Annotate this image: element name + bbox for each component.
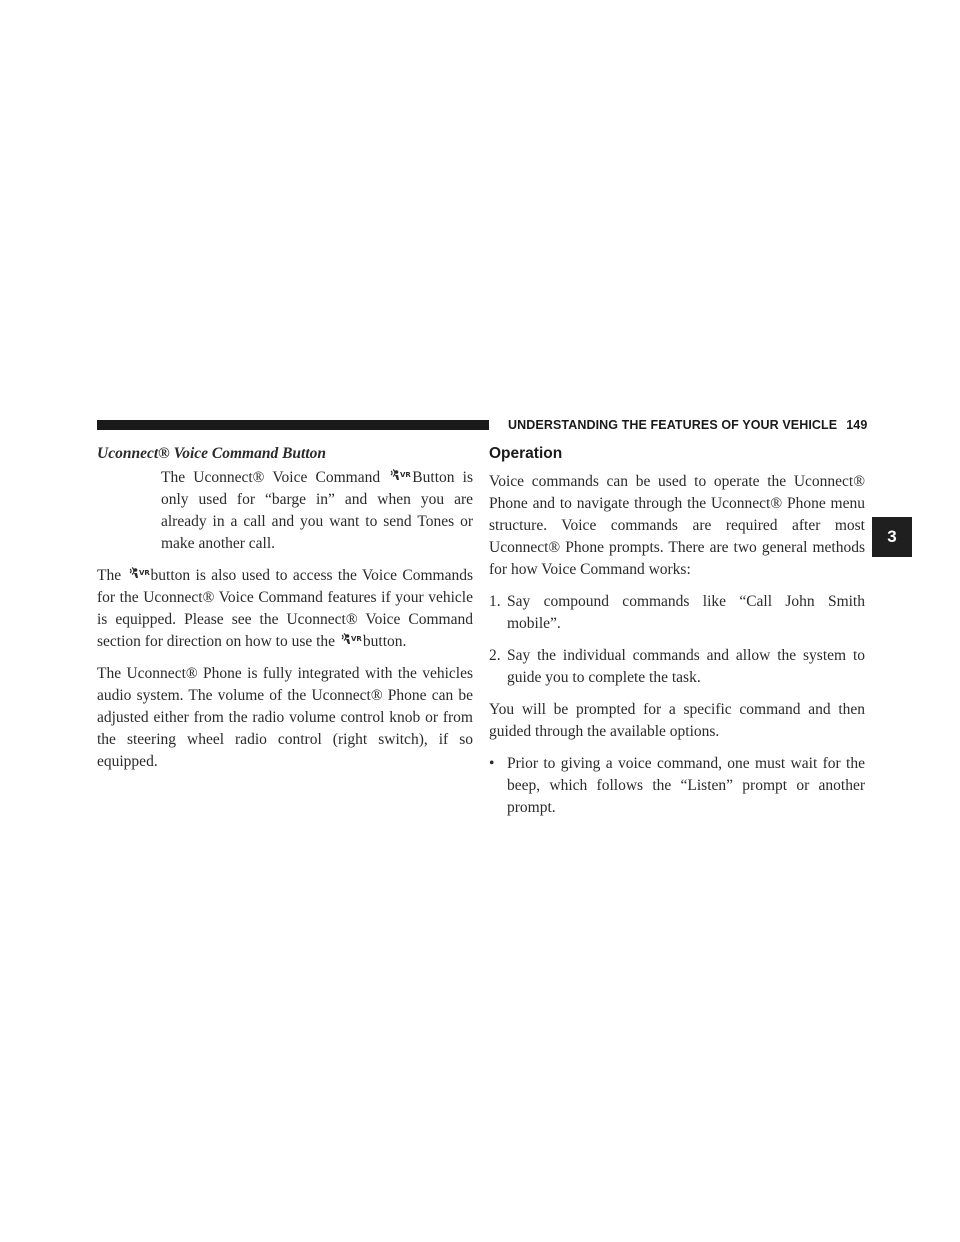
page-number: 149	[846, 418, 868, 432]
bullet-icon: •	[489, 755, 495, 772]
phone-integration-paragraph: The Uconnect® Phone is fully integrated with the vehicles audio system. The volume of the Uconnect® Phone can be adjusted either from the radio volume control knob or from the steering wheel radio control (right switch), if so equipped.	[97, 665, 473, 770]
intro-paragraph: The Uconnect® Voice Command VR Button is only used for “barge in” and when you are already in a call and you want to send Tones or make another call.	[161, 469, 474, 552]
svg-text:VR: VR	[400, 471, 412, 479]
list-item: 1. Say compound commands like “Call John Smith mobile”.	[489, 593, 865, 632]
svg-text:VR: VR	[350, 635, 362, 643]
section-title: UNDERSTANDING THE FEATURES OF YOUR VEHICLE	[508, 418, 838, 432]
svg-text:VR: VR	[138, 569, 150, 577]
header-rule	[97, 420, 489, 430]
voice-recognition-icon	[340, 632, 362, 648]
prompt-paragraph: You will be prompted for a specific command and then guided through the available options.	[489, 701, 865, 740]
running-header	[508, 418, 867, 432]
bullet-item: • Prior to giving a voice command, one must wait for the beep, which follows the “Listen” prompt or another prompt.	[489, 753, 865, 819]
operation-heading: Operation	[489, 445, 563, 462]
list-item: 2. Say the individual commands and allow the system to guide you to complete the task.	[489, 647, 865, 686]
chapter-tab: 3	[872, 517, 912, 557]
subheading: Uconnect® Voice Command Button	[97, 445, 327, 462]
voice-recognition-icon	[128, 566, 150, 582]
voice-recognition-icon	[389, 468, 411, 484]
left-column	[97, 443, 473, 783]
right-column	[489, 443, 865, 829]
voice-commands-paragraph: The VR button is also used to access the Voice Commands for the Uconnect® Voice Command features if your vehicle is equipped. Please see the Uconnect® Voice Command section for direction on how to use the VR button.	[97, 567, 474, 650]
operation-intro-paragraph: Voice commands can be used to operate the Uconnect® Phone and to navigate through the Uconnect® Phone menu structure. Voice commands are required after most Uconnect® Phone prompts. There are two general methods for how Voice Command works:	[489, 473, 865, 578]
